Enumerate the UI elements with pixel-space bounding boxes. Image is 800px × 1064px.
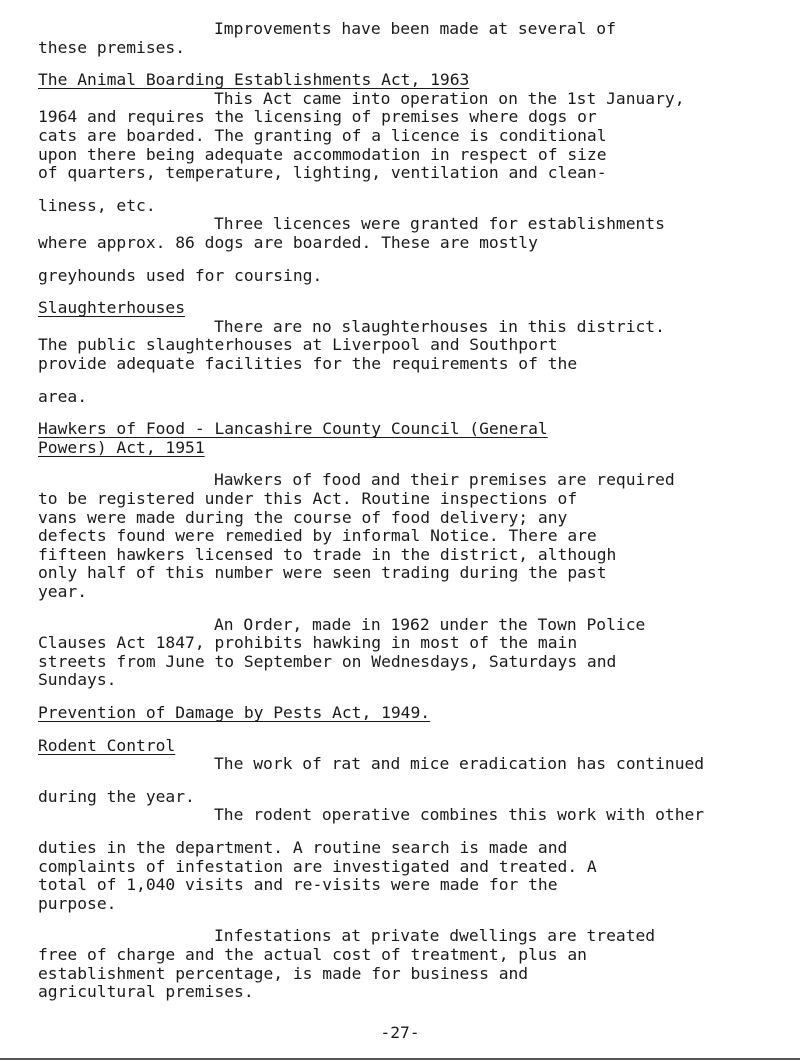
page-number: -27- bbox=[380, 1023, 420, 1042]
paragraph-line: An Order, made in 1962 under the Town Police bbox=[214, 615, 646, 634]
paragraph-line: There are no slaughterhouses in this district. bbox=[214, 317, 665, 336]
paragraph-line: free of charge and the actual cost of treatment, plus an bbox=[38, 945, 587, 964]
section-heading-hawkers: Hawkers of Food - Lancashire County Council (General bbox=[38, 419, 548, 438]
paragraph-line: complaints of infestation are investigated and treated. A bbox=[38, 857, 597, 876]
section-heading-hawkers-cont: Powers) Act, 1951 bbox=[38, 438, 205, 457]
paragraph-line: streets from June to September on Wednesdays, Saturdays and bbox=[38, 652, 617, 671]
paragraph-line: The public slaughterhouses at Liverpool and Southport bbox=[38, 335, 558, 354]
bottom-rule bbox=[0, 1058, 800, 1060]
paragraph-line: establishment percentage, is made for business and bbox=[38, 964, 529, 983]
paragraph-line: of quarters, temperature, lighting, ventilation and clean- bbox=[38, 163, 607, 182]
paragraph-line: area. bbox=[38, 387, 88, 406]
paragraph-line: upon there being adequate accommodation in respect of size bbox=[38, 145, 607, 164]
paragraph-line: year. bbox=[38, 582, 88, 601]
paragraph-line: greyhounds used for coursing. bbox=[38, 266, 323, 285]
paragraph-line: provide adequate facilities for the requirements of the bbox=[38, 354, 578, 373]
paragraph-line: total of 1,040 visits and re-visits were made for the bbox=[38, 875, 558, 894]
paragraph-line: where approx. 86 dogs are boarded. These are mostly bbox=[38, 233, 538, 252]
section-heading-animal-boarding: The Animal Boarding Establishments Act, 1963 bbox=[38, 70, 470, 89]
paragraph-line: Infestations at private dwellings are treated bbox=[214, 926, 656, 945]
intro-line: these premises. bbox=[38, 38, 186, 57]
paragraph-line: to be registered under this Act. Routine inspections of bbox=[38, 489, 578, 508]
paragraph-line: defects found were remedied by informal Notice. There are bbox=[38, 526, 597, 545]
paragraph-line: Clauses Act 1847, prohibits hawking in most of the main bbox=[38, 633, 578, 652]
intro-line: Improvements have been made at several of bbox=[214, 19, 616, 38]
subheading-rodent-control: Rodent Control bbox=[38, 736, 176, 755]
section-heading-slaughterhouses: Slaughterhouses bbox=[38, 298, 186, 317]
section-heading-pests: Prevention of Damage by Pests Act, 1949. bbox=[38, 703, 431, 722]
paragraph-line: 1964 and requires the licensing of premises where dogs or bbox=[38, 107, 597, 126]
paragraph-line: during the year. bbox=[38, 787, 195, 806]
paragraph-line: only half of this number were seen trading during the past bbox=[38, 563, 607, 582]
paragraph-line: cats are boarded. The granting of a licence is conditional bbox=[38, 126, 607, 145]
paragraph-line: Hawkers of food and their premises are required bbox=[214, 470, 675, 489]
paragraph-line: Sundays. bbox=[38, 670, 117, 689]
paragraph-line: The rodent operative combines this work with other bbox=[214, 805, 705, 824]
paragraph-line: The work of rat and mice eradication has continued bbox=[214, 754, 705, 773]
paragraph-line: agricultural premises. bbox=[38, 982, 254, 1001]
paragraph-line: duties in the department. A routine search is made and bbox=[38, 838, 568, 857]
paragraph-line: fifteen hawkers licensed to trade in the district, although bbox=[38, 545, 617, 564]
paragraph-line: purpose. bbox=[38, 894, 117, 913]
paragraph-line: liness, etc. bbox=[38, 196, 156, 215]
paragraph-line: This Act came into operation on the 1st January, bbox=[214, 89, 685, 108]
paragraph-line: Three licences were granted for establishments bbox=[214, 214, 665, 233]
paragraph-line: vans were made during the course of food delivery; any bbox=[38, 508, 568, 527]
